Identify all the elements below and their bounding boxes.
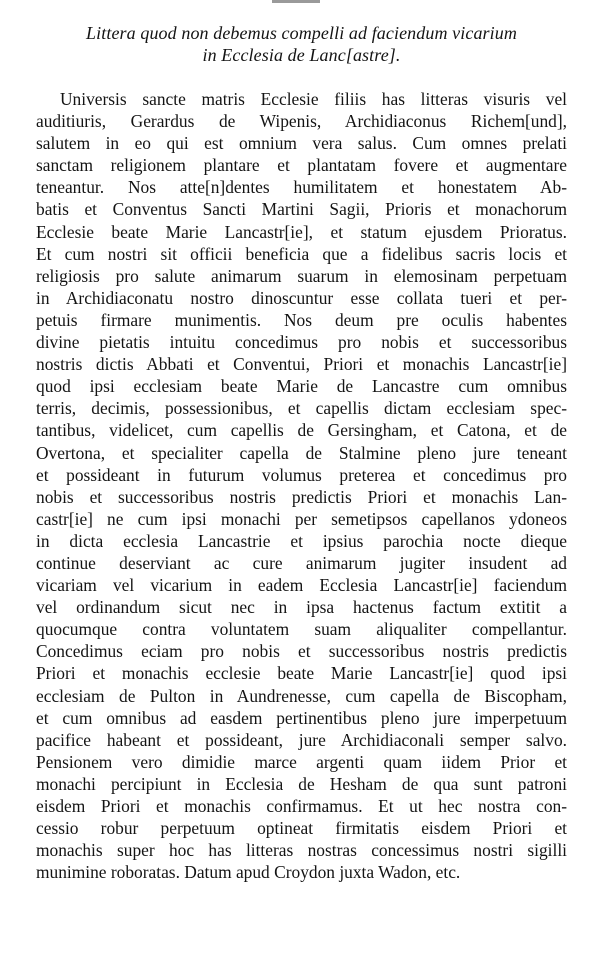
text-line: Et cum nostri sit officii beneficia que a fidelibus sacris locis et: [36, 243, 567, 264]
text-line: Priori et monachis ecclesie beate Marie Lancastr[ie] quod ipsi: [36, 663, 567, 684]
text-line: salutem in eo qui est omnium vera salus. Cum omnes prelati: [36, 133, 567, 154]
page-top-rule: [272, 0, 320, 3]
text-line: vel ordinandum sicut nec in ipsa hactenus factum extitit a: [36, 597, 567, 618]
text-line: vicariam vel vicarium in eadem Ecclesia Lancastr[ie] faciendum: [36, 575, 567, 596]
text-line: quod ipsi ecclesiam beate Marie de Lancastre cum omnibus: [36, 376, 567, 397]
text-line: batis et Conventus Sancti Martini Sagii, Prioris et monachorum: [36, 199, 567, 220]
text-line: in Archidiaconatu nostro dinoscuntur esse collata tueri et per-: [36, 287, 567, 308]
text-line: Universis sancte matris Ecclesie filiis has litteras visuris vel: [60, 89, 567, 109]
text-line: auditiuris, Gerardus de Wipenis, Archidiaconus Richem[und],: [36, 111, 567, 132]
text-line: et cum omnibus ad easdem pertinentibus pleno jure imperpetuum: [36, 707, 567, 728]
text-line: continue deserviant ac cure animarum jugiter insudent ad: [36, 552, 567, 573]
text-line: petuis firmare munimentis. Nos deum pre oculis habentes: [36, 309, 567, 330]
text-line: Ecclesie beate Marie Lancastr[ie], et statum ejusdem Prioratus.: [36, 221, 567, 242]
text-line: ecclesiam de Pulton in Aundrenesse, cum capella de Biscopham,: [36, 685, 567, 706]
text-line: monachi percipiunt in Ecclesia de Hesham de qua sunt patroni: [36, 773, 567, 794]
text-line: divine pietatis intuitu concedimus pro nobis et successoribus: [36, 332, 567, 353]
text-line: tantibus, videlicet, cum capellis de Gersingham, et Catona, et de: [36, 420, 567, 441]
text-line: in dicta ecclesia Lancastrie et ipsius parochia nocte dieque: [36, 530, 567, 551]
text-line: et possideant in futurum volumus preterea et concedimus pro: [36, 464, 567, 485]
text-line: eisdem Priori et monachis confirmamus. Et ut hec nostra con-: [36, 796, 567, 816]
title-line-2: in Ecclesia de Lanc[astre].: [202, 45, 401, 65]
text-line: munimine roboratas. Datum apud Croydon juxta Wadon, etc.: [36, 862, 461, 883]
text-line: teneantur. Nos atte[n]dentes humilitatem et honestatem Ab-: [36, 177, 567, 198]
document-title: [36, 22, 567, 66]
text-line: nostris dictis Abbati et Conventui, Priori et monachis Lancastr[ie]: [36, 354, 567, 375]
text-line: terris, decimis, possessionibus, et capellis dictam ecclesiam spec-: [36, 398, 567, 419]
text-line: sanctam religionem plantare et plantatam fovere et augmentare: [36, 155, 567, 176]
text-line: religiosis pro salute animarum suarum in elemosinam perpetuam: [36, 265, 567, 286]
text-line: Overtona, et specialiter capella de Stalmine pleno jure teneant: [36, 442, 567, 463]
text-line: quocumque contra voluntatem suam aliqualiter compellantur.: [36, 619, 567, 640]
text-line: pacifice habeant et possideant, jure Archidiaconali semper salvo.: [36, 729, 567, 750]
text-line: Concedimus eciam pro nobis et successoribus nostris predictis: [36, 641, 567, 662]
text-line: castr[ie] ne cum ipsi monachi per semetipsos capellanos ydoneos: [36, 508, 567, 529]
text-line: cessio robur perpetuum optineat firmitatis eisdem Priori et: [36, 818, 567, 839]
title-line-1: Littera quod non debemus compelli ad faciendum vicarium: [86, 23, 517, 43]
text-line: monachis super hoc has litteras nostras concessimus nostri sigilli: [36, 840, 567, 861]
charter-text: [36, 88, 567, 883]
text-line: nobis et successoribus nostris predictis Priori et monachis Lan-: [36, 486, 567, 507]
document-page: [36, 0, 567, 964]
text-line: Pensionem vero dimidie marce argenti quam iidem Prior et: [36, 751, 567, 772]
